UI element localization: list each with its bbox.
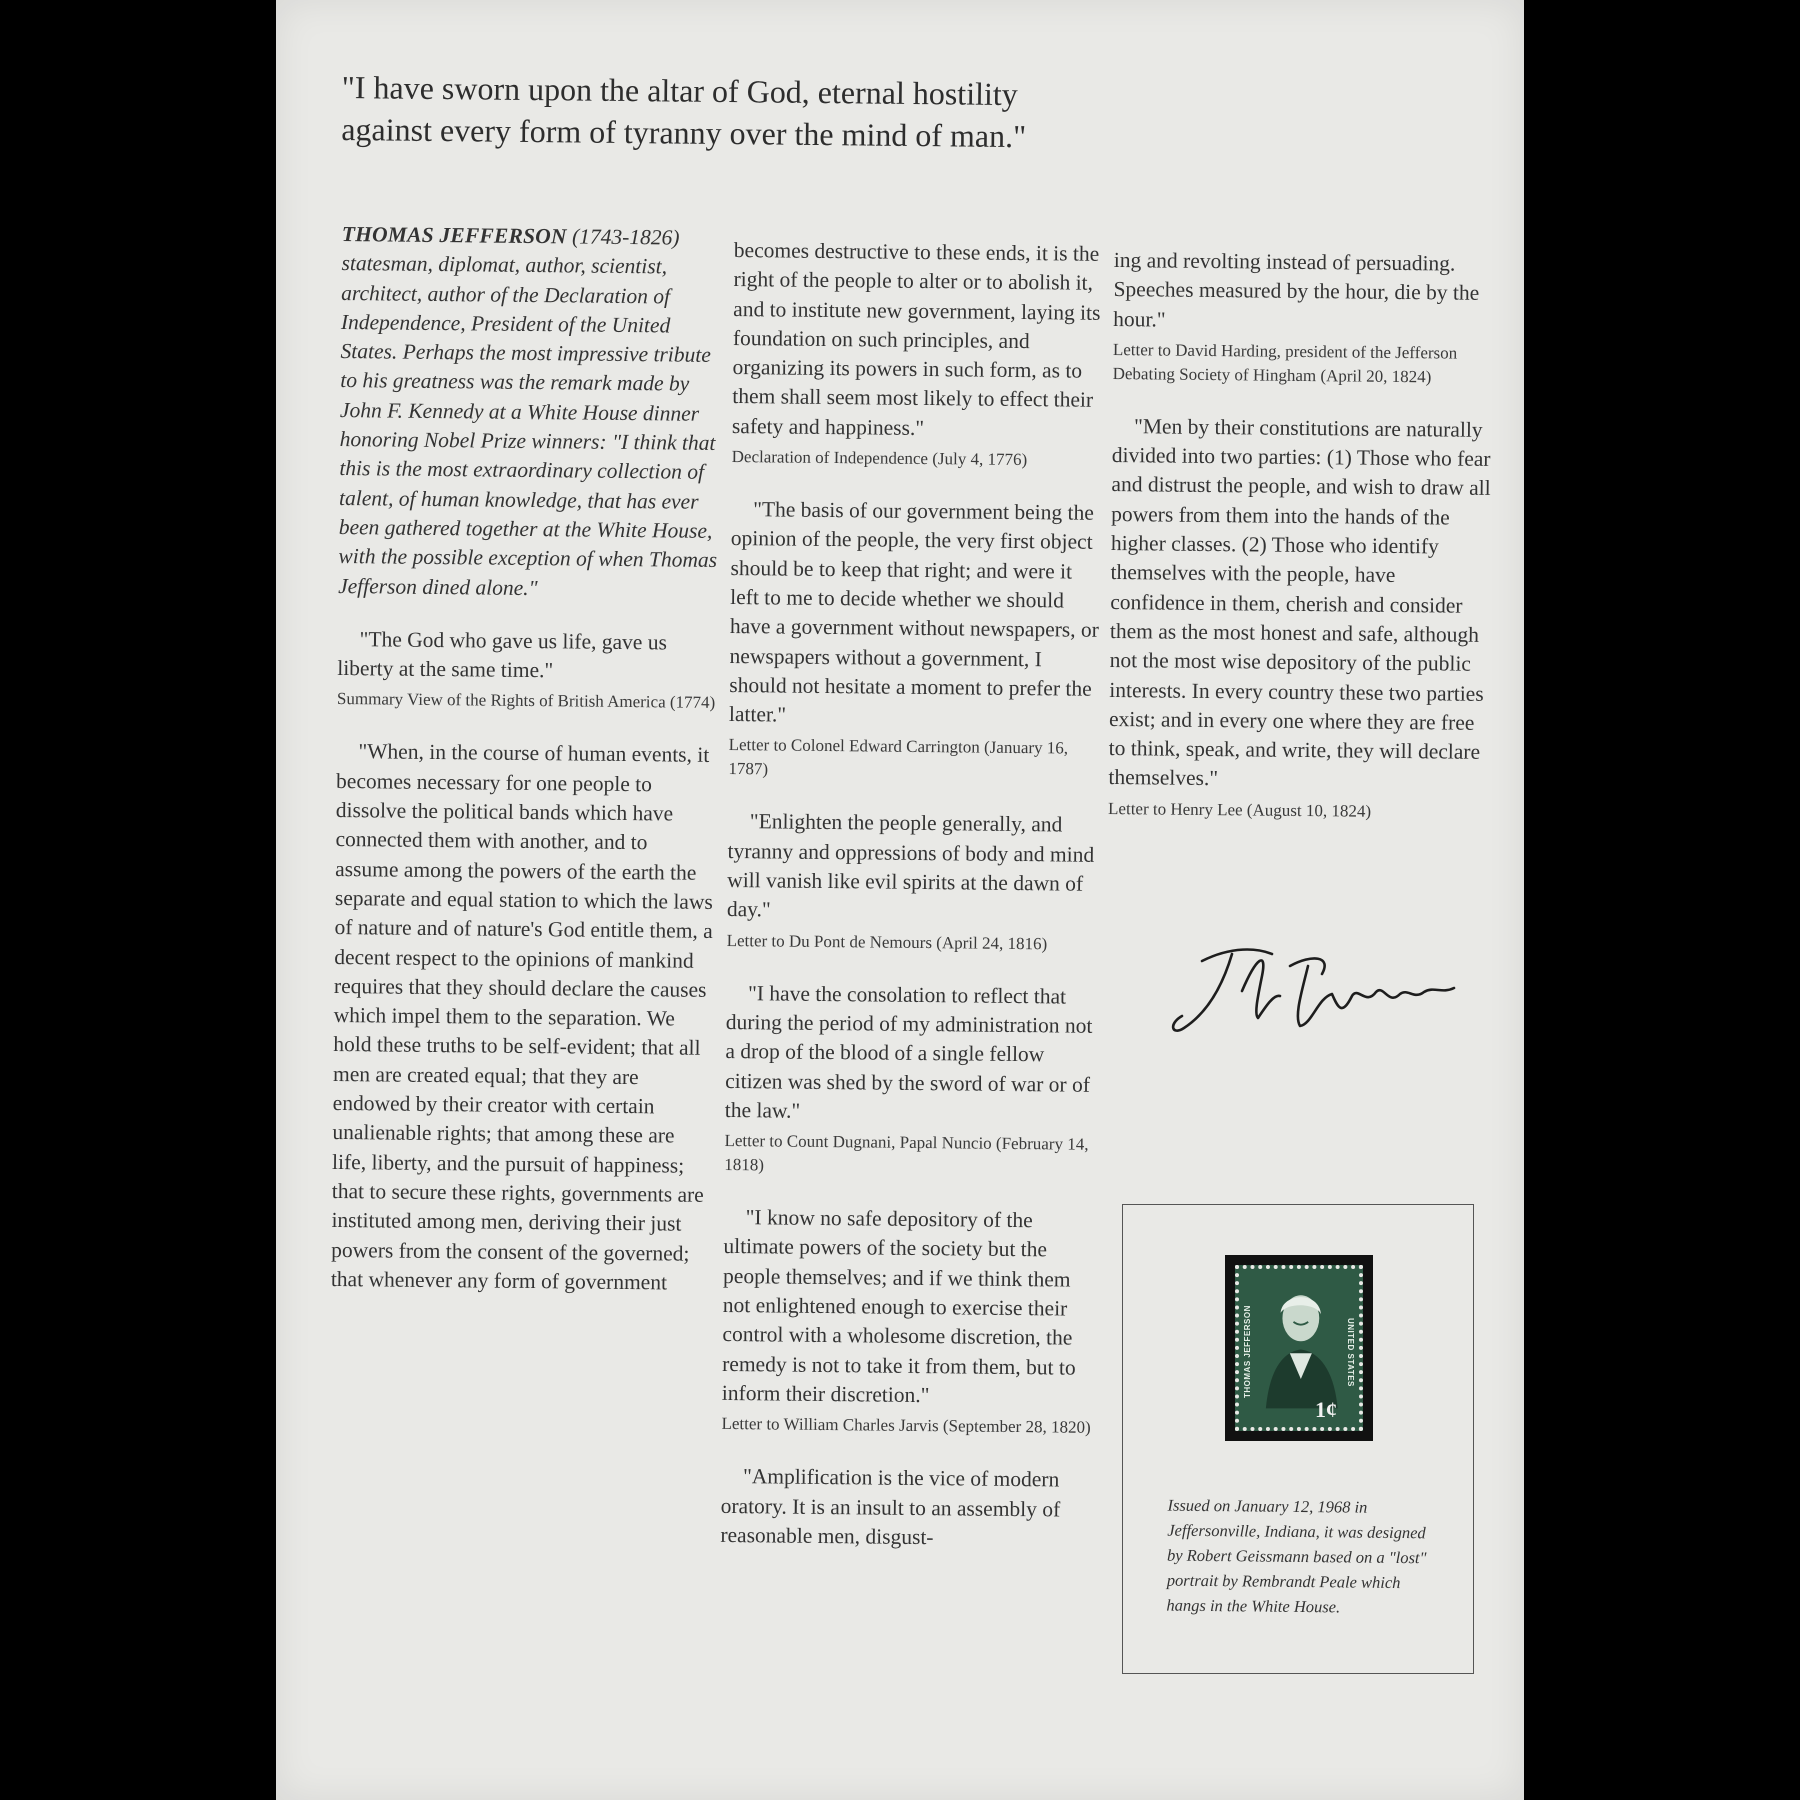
column-middle	[720, 236, 1106, 1554]
stamp-denomination: 1¢	[1315, 1397, 1337, 1422]
stamp-panel-page	[276, 0, 1524, 1800]
quote-text: "I know no safe depository of the ultimate powers of the society but the people themselves; and if we think them not enlightened enough to exercise their control with a wholesome discretion, the remedy is not to take it from them, but to inform their discretion."	[721, 1205, 1076, 1408]
quote-citation: Letter to Colonel Edward Carrington (January 16, 1787)	[728, 735, 1069, 779]
quote-text: "Enlighten the people generally, and tyranny and oppressions of body and mind will vanish like evil spirits at the dawn of day."	[726, 809, 1095, 922]
stamp-name-label: THOMAS JEFFERSON	[1243, 1305, 1252, 1399]
quote-text-continued: becomes destructive to these ends, it is the right of the people to alter or to abolish it, and to institute new government, laying its foundation on such principles, and organizing its powers in such form, as to them shall seem most likely to effect their safety and happiness."	[731, 237, 1101, 440]
quote-citation: Letter to Henry Lee (August 10, 1824)	[1108, 798, 1372, 821]
bio-name: THOMAS JEFFERSON	[341, 221, 567, 249]
quote-text: "When, in the course of human events, it becomes necessary for one people to dissolve the political bands which have connected them with another, and to assume among the powers of the earth the separate and equal station to which the laws of nature and of nature's God entitle them, a decent respect to the opinions of mankind requires that they should declare the causes which impel them to the separation. We hold these truths to be self-evident; that all men are created equal; that they are endowed by their creator with certain unalienable rights; that among these are life, liberty, and the pursuit of happiness; that to secure these rights, governments are instituted among men, deriving their just powers from the consent of the governed; that whenever any form of government	[330, 739, 713, 1295]
quote-text: "I have the consolation to reflect that during the period of my administration not a drop of the blood of a single fellow citizen was shed by the sword of war or of the law."	[724, 980, 1093, 1123]
quote-text: "The God who gave us life, gave us liberty at the same time."	[337, 627, 668, 683]
quote-citation: Declaration of Independence (July 4, 1776)	[731, 447, 1028, 470]
jefferson-portrait-icon	[1253, 1279, 1345, 1409]
quote-citation: Letter to David Harding, president of the Jefferson Debating Society of Hingham (April 20, 1824)	[1112, 339, 1458, 387]
jefferson-signature	[1162, 936, 1462, 1046]
quote-text-continued: ing and revolting instead of persuading. Speeches measured by the hour, die by the hour."	[1113, 247, 1480, 332]
quote-citation: Letter to Count Dugnani, Papal Nuncio (February 14, 1818)	[724, 1131, 1089, 1175]
quote-citation: Summary View of the Rights of British America (1774)	[336, 689, 716, 713]
postage-stamp	[1225, 1255, 1373, 1441]
column-right	[1108, 246, 1496, 851]
bio-text: (1743-1826) statesman, diplomat, author, scientist, architect, author of the Declaration of Independence, President of the United States. Perhaps the most impressive tribute to his greatness was the remark made by John F. Kennedy at a White House dinner honoring Nobel Prize winners: "I think that this is the most extraordinary collection of talent, of human knowledge, that has ever been gathered together at the White House, with the possible exception of when Thomas Jefferson dined alone."	[338, 224, 718, 600]
bio-paragraph	[338, 220, 722, 605]
stamp-frame	[1122, 1204, 1474, 1674]
quote-citation: Letter to Du Pont de Nemours (April 24, 1816)	[726, 930, 1048, 953]
headline-quote: "I have sworn upon the altar of God, eternal hostility against every form of tyranny over the mind of man."	[341, 68, 1027, 155]
quote-text: "Men by their constitutions are naturally divided into two parties: (1) Those who fear and distrust the people, and wish to draw all powers from them into the hands of the higher classes. (2) Those who identify themselves with the people, have confidence in them, cherish and consider them as the most honest and safe, although not the most wise depository of the public interests. In every country these two parties exist; and in every one where they are free to think, speak, and write, they will declare themselves."	[1108, 414, 1491, 791]
column-left	[331, 220, 722, 1298]
stamp-design	[1235, 1265, 1363, 1431]
quote-text: "The basis of our government being the opinion of the people, the very first object should be to keep that right; and were it left to me to decide whether we should have a government without newspapers, or newspapers without a government, I should not hesitate a moment to prefer the latter."	[728, 497, 1100, 727]
stamp-caption: Issued on January 12, 1968 in Jeffersonville, Indiana, it was designed by Robert Geissmann based on a "lost" portrait by Rembrandt Peale which hangs in the White House.	[1166, 1495, 1427, 1616]
quote-citation: Letter to William Charles Jarvis (September 28, 1820)	[721, 1414, 1091, 1438]
stamp-country-label: UNITED STATES	[1346, 1317, 1355, 1387]
quote-text: "Amplification is the vice of modern oratory. It is an insult to an assembly of reasonable men, disgust-	[720, 1464, 1061, 1549]
